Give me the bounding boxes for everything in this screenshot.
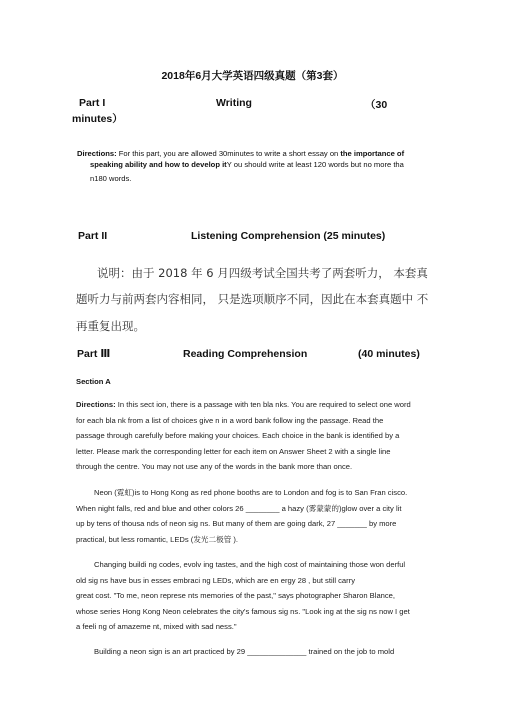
directions-topic: the importance of [340,149,405,158]
document-title: 2018年6月大学英语四级真题（第3套） [161,70,344,82]
part3-time: (40 minutes) [358,348,420,360]
part1-name: Writing [216,97,252,109]
directions-text: For this part, you are allowed 30minutes to write a short essay on [118,149,341,158]
part3-label: Part Ⅲ [77,348,111,360]
passage-paragraph-2: Changing buildi ng codes, evolv ing tastes, and the high cost of maintaining those won derful old sig ns have bus in esses embraci ng LEDs, which are en ergy 28 , but still carry great cost. "To me, neon represe nts memories of the past," says photographer Sharon Blance, whose series Hong Kong Neon celebrates the city's famous sig ns. "Look ing at the sig ns now I get a feeli ng of amazeme nt, mixed with sad ness." [76,560,410,632]
part2-note-line2: 题听力与前两套内容相同， 只是选项顺序不同，因此在本套真题中 不 [76,292,429,306]
directions-text-cont: Y ou should write at least 120 words but no more tha [226,160,404,169]
part1-time-open: （30 [365,99,388,111]
directions-label: Directions: [76,400,116,409]
directions-topic-cont: speaking ability and how to develop it [90,160,227,169]
passage-paragraph-1: Neon (霓虹)is to Hong Kong as red phone booths are to London and fog is to San Fran cisco. When night falls, red and blue and other colors 26 ________ a hazy (雾蒙蒙的)glow over a city lit up by tens of thousa nds of neon sig ns. But many of them are going dark, 27 _______ by more practical, but less romantic, LEDs (发光二极管 ). [76,488,408,544]
part2-label: Part II [78,230,108,242]
part1-directions-line3: n180 words. [90,174,132,183]
part1-directions-line2 [90,157,404,173]
part2-name: Listening Comprehension (25 minutes) [191,230,386,242]
part3-name: Reading Comprehension [183,348,308,360]
directions-label: Directions: [77,149,117,158]
part3-directions: Directions: In this sect ion, there is a passage with ten bla nks. You are required to select one word for each bla nk from a list of choices give n in a word bank follow ing the passage. Read the passage through carefully before making your choices. Each choice in the bank is identified by a letter. Please mark the corresponding letter for each item on Answer Sheet 2 with a single line through the centre. You may not use any of the words in the bank more than once. [76,400,411,472]
part1-time-close: minutes） [72,113,123,125]
part3-section: Section A [76,377,111,386]
part2-note-line1: 说明：由于 2018 年 6 月四级考试全国共考了两套听力， 本套真 [97,266,428,280]
passage-paragraph-3: Building a neon sign is an art practiced by 29 ______________ trained on the job to mold [94,647,395,656]
part2-note-line3: 再重复出现。 [76,319,145,333]
part1-label: Part I [79,97,106,109]
